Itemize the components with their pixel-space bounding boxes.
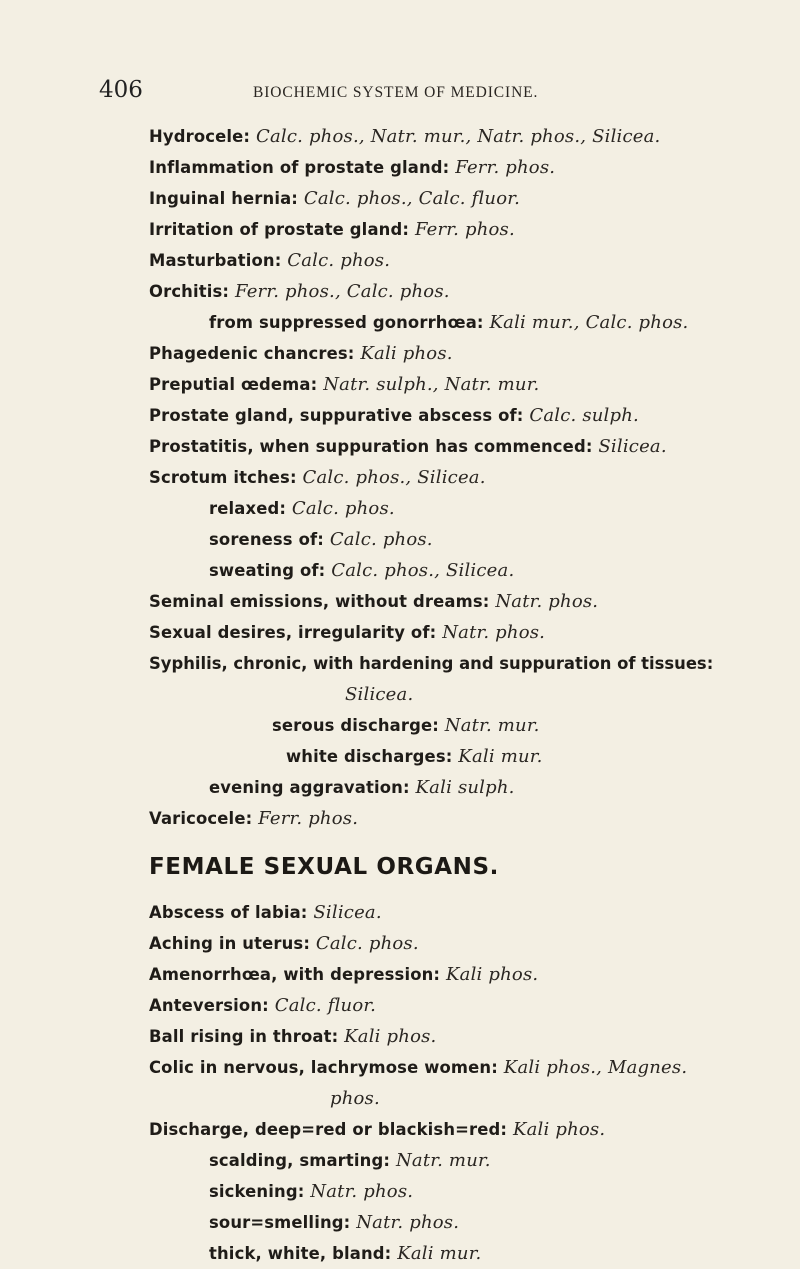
entry-orchitis-gonorrhoea xyxy=(209,312,688,333)
entry-sexual-desires xyxy=(149,622,545,643)
entry-term: serous discharge: xyxy=(272,716,439,735)
entry-remedy: Natr. phos. xyxy=(310,1181,414,1202)
entry-term: Abscess of labia: xyxy=(149,903,308,922)
entry-remedy: Calc. fluor. xyxy=(274,995,377,1016)
entry-anteversion xyxy=(149,995,376,1016)
entry-remedy: Kali mur. xyxy=(458,746,543,767)
entry-term: Syphilis, chronic, with hardening and suppuration of tissues: xyxy=(149,654,714,673)
entry-orchitis xyxy=(149,281,450,302)
entry-masturbation xyxy=(149,250,390,271)
entry-remedy: Kali phos. xyxy=(446,964,539,985)
entry-term: Phagedenic chancres: xyxy=(149,344,355,363)
entry-remedy: Kali phos. xyxy=(512,1119,606,1140)
entry-remedy: phos. xyxy=(330,1088,380,1109)
entry-term: sickening: xyxy=(209,1182,305,1201)
entry-phagedenic-chancres xyxy=(149,343,453,364)
entry-syphilis-remedy xyxy=(345,684,413,705)
page-number: 406 xyxy=(99,77,143,103)
entry-term: Varicocele: xyxy=(149,809,253,828)
entry-discharge-thick xyxy=(209,1243,481,1264)
entry-term: Scrotum itches: xyxy=(149,468,297,487)
entry-remedy: Natr. phos. xyxy=(442,622,546,643)
entry-syphilis-serous xyxy=(272,715,540,736)
entry-remedy: Calc. phos. xyxy=(287,250,391,271)
entry-hydrocele xyxy=(149,126,660,147)
entry-term: Prostate gland, suppurative abscess of: xyxy=(149,406,524,425)
entry-remedy: Calc. phos., Silicea. xyxy=(302,467,486,488)
entry-term: Inguinal hernia: xyxy=(149,189,299,208)
entry-remedy: Calc. phos., Natr. mur., Natr. phos., Silicea. xyxy=(255,126,661,147)
entry-syphilis-evening xyxy=(209,777,515,798)
entry-prostate-abscess xyxy=(149,405,639,426)
entry-remedy: Natr. mur. xyxy=(444,715,540,736)
entry-syphilis-white xyxy=(286,746,543,767)
entry-irritation-prostate xyxy=(149,219,515,240)
entry-term: Anteversion: xyxy=(149,996,269,1015)
entry-remedy: Silicea. xyxy=(345,684,414,705)
entry-term: Discharge, deep=red or blackish=red: xyxy=(149,1120,508,1139)
entry-aching-uterus xyxy=(149,933,419,954)
section-heading-female: FEMALE SEXUAL ORGANS. xyxy=(149,854,500,880)
entry-term: Orchitis: xyxy=(149,282,230,301)
entry-discharge-sour xyxy=(209,1212,459,1233)
entry-scrotum-itches xyxy=(149,467,486,488)
entry-remedy: Natr. phos. xyxy=(356,1212,460,1233)
entry-term: Inflammation of prostate gland: xyxy=(149,158,450,177)
entry-scrotum-sweating xyxy=(209,560,514,581)
entry-discharge-sickening xyxy=(209,1181,413,1202)
entry-remedy: Ferr. phos., Calc. phos. xyxy=(235,281,450,302)
entry-term: thick, white, bland: xyxy=(209,1244,392,1263)
running-head-title: BIOCHEMIC SYSTEM OF MEDICINE. xyxy=(253,84,539,101)
entry-remedy: Ferr. phos. xyxy=(258,808,359,829)
entry-term: soreness of: xyxy=(209,530,324,549)
entry-remedy: Kali mur., Calc. phos. xyxy=(489,312,689,333)
entry-remedy: Natr. sulph., Natr. mur. xyxy=(323,374,540,395)
entry-remedy: Calc. phos. xyxy=(315,933,419,954)
entry-remedy: Kali phos. xyxy=(344,1026,437,1047)
entry-term: Irritation of prostate gland: xyxy=(149,220,410,239)
entry-term: white discharges: xyxy=(286,747,453,766)
entry-term: Aching in uterus: xyxy=(149,934,311,953)
entry-scrotum-soreness xyxy=(209,529,433,550)
entry-remedy: Calc. phos., Silicea. xyxy=(331,560,515,581)
entry-term: Amenorrhœa, with depression: xyxy=(149,965,441,984)
entry-remedy: Silicea. xyxy=(313,902,382,923)
entry-term: evening aggravation: xyxy=(209,778,410,797)
entry-term: scalding, smarting: xyxy=(209,1151,391,1170)
entry-term: relaxed: xyxy=(209,499,287,518)
entry-colic-continued xyxy=(330,1088,380,1109)
entry-remedy: Kali mur. xyxy=(397,1243,482,1264)
entry-syphilis-chronic xyxy=(149,653,713,674)
entry-remedy: Calc. sulph. xyxy=(529,405,639,426)
entry-remedy: Silicea. xyxy=(598,436,667,457)
entry-term: Ball rising in throat: xyxy=(149,1027,339,1046)
entry-prostatitis xyxy=(149,436,667,457)
entry-remedy: Ferr. phos. xyxy=(455,157,556,178)
entry-amenorrhoea xyxy=(149,964,538,985)
entry-abscess-labia xyxy=(149,902,382,923)
entry-remedy: Natr. mur. xyxy=(395,1150,491,1171)
entry-remedy: Calc. phos. xyxy=(291,498,395,519)
entry-scrotum-relaxed xyxy=(209,498,395,519)
entry-remedy: Calc. phos., Calc. fluor. xyxy=(303,188,520,209)
entry-term: sweating of: xyxy=(209,561,326,580)
entry-preputial-oedema xyxy=(149,374,539,395)
entry-remedy: Natr. phos. xyxy=(495,591,599,612)
entry-remedy: Kali phos., Magnes. xyxy=(503,1057,688,1078)
entry-term: sour=smelling: xyxy=(209,1213,351,1232)
entry-remedy: Kali phos. xyxy=(360,343,453,364)
entry-term: from suppressed gonorrhœa: xyxy=(209,313,484,332)
entry-remedy: Kali sulph. xyxy=(415,777,515,798)
entry-discharge-deep-red xyxy=(149,1119,605,1140)
entry-discharge-scalding xyxy=(209,1150,491,1171)
entry-term: Prostatitis, when suppuration has commenced: xyxy=(149,437,593,456)
entry-ball-rising xyxy=(149,1026,436,1047)
running-head xyxy=(0,77,800,117)
entry-remedy: Calc. phos. xyxy=(329,529,433,550)
entry-colic xyxy=(149,1057,687,1078)
entry-seminal-emissions xyxy=(149,591,598,612)
entry-inflammation-prostate xyxy=(149,157,555,178)
entry-inguinal-hernia xyxy=(149,188,520,209)
entry-term: Seminal emissions, without dreams: xyxy=(149,592,490,611)
entry-term: Sexual desires, irregularity of: xyxy=(149,623,437,642)
entry-term: Preputial œdema: xyxy=(149,375,318,394)
entry-term: Hydrocele: xyxy=(149,127,251,146)
entry-remedy: Ferr. phos. xyxy=(414,219,515,240)
entry-varicocele xyxy=(149,808,358,829)
entry-term: Colic in nervous, lachrymose women: xyxy=(149,1058,498,1077)
entry-term: Masturbation: xyxy=(149,251,282,270)
